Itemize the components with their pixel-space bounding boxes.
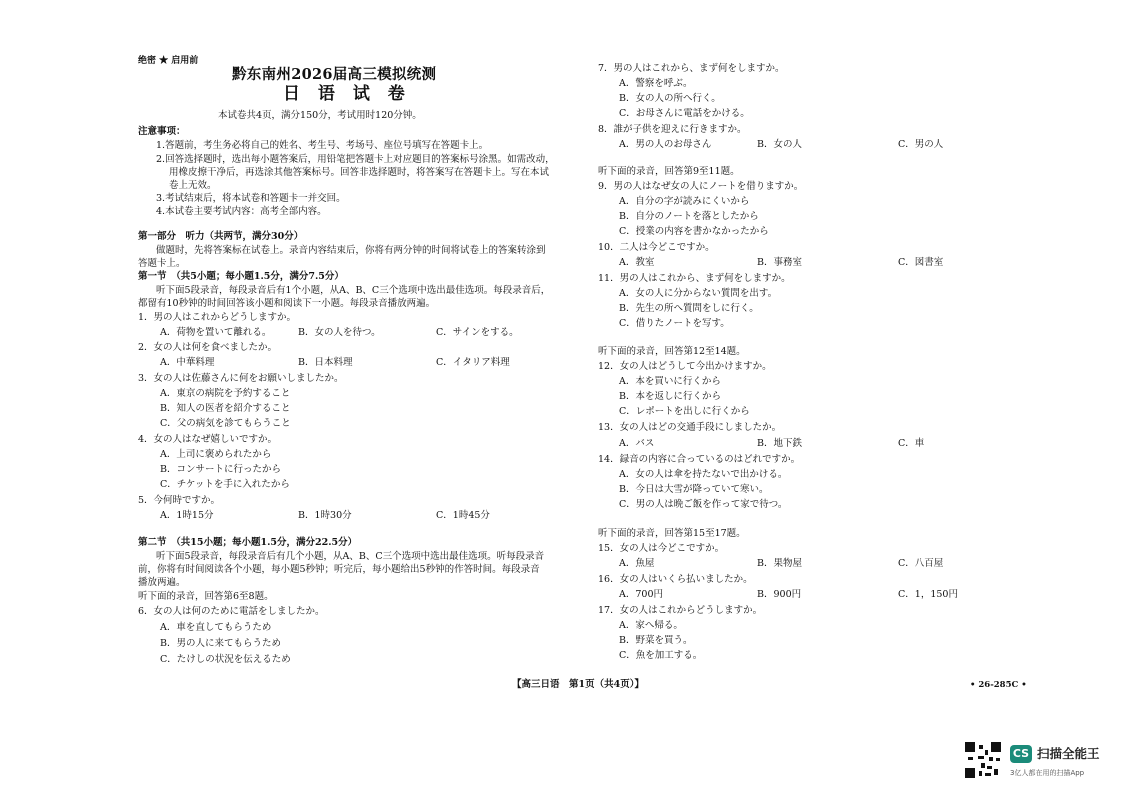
group-instruction: 听下面的录音，回答第6至8题。	[138, 591, 274, 602]
question-13: 13．女の人はどの交通手段にしましたか。	[598, 422, 782, 433]
section2-desc: 前，你将有时间阅读各个小题，每小题5秒钟；听完后，每小题给出5秒钟的作答时间。每段录音	[138, 564, 540, 575]
option-b: B．コンサートに行ったから	[160, 464, 281, 475]
option-a: A．車を直してもらうため	[160, 622, 272, 633]
question-3: 3．女の人は佐藤さんに何をお願いしましたか。	[138, 373, 344, 384]
option-b: B．日本料理	[298, 357, 353, 368]
option-c: C．チケットを手に入れたから	[160, 479, 290, 490]
option-b: B．果物屋	[757, 558, 802, 569]
option-a: A．荷物を置いて離れる。	[160, 327, 272, 338]
question-17: 17．女の人はこれからどうしますか。	[598, 605, 763, 616]
option-a: A．女の人は傘を持たないで出かける。	[619, 469, 788, 480]
option-a: A．中華料理	[160, 357, 215, 368]
option-a: A．家へ帰る。	[619, 620, 683, 631]
option-c: C．イタリア料理	[436, 357, 510, 368]
note-item: 4.本试卷主要考试内容：高考全部内容。	[156, 206, 327, 217]
scanner-app-name: 扫描全能王	[1037, 746, 1100, 761]
option-c: C．八百屋	[898, 558, 944, 569]
note-item: 卷上无效。	[169, 180, 217, 191]
option-c: C．車	[898, 438, 925, 449]
option-c: C．お母さんに電話をかける。	[619, 108, 750, 119]
option-b: B．女の人を待つ。	[298, 327, 381, 338]
option-a: A．男の人のお母さん	[619, 139, 712, 150]
section1-desc: 都留有10秒钟的时间回答该小题和阅读下一小题。每段录音播放两遍。	[138, 298, 436, 309]
question-4: 4．女の人はなぜ嬉しいですか。	[138, 434, 278, 445]
question-15: 15．女の人は今どこですか。	[598, 543, 725, 554]
option-c: C．男の人	[898, 139, 944, 150]
option-c: C．授業の内容を書かなかったから	[619, 226, 769, 237]
question-5: 5．今何時ですか。	[138, 495, 221, 506]
option-a: A．上司に褒められたから	[160, 449, 272, 460]
camscanner-logo-icon: CS	[1010, 745, 1032, 763]
option-a: A．警察を呼ぶ。	[619, 78, 693, 89]
option-b: B．事務室	[757, 257, 802, 268]
section2-desc: 听下面5段录音，每段录音后有几个小题，从A、B、C三个选项中选出最佳选项。听每段录音	[156, 551, 545, 562]
scanner-tagline: 3亿人都在用的扫描App	[1010, 769, 1085, 777]
option-c: C．サインをする。	[436, 327, 519, 338]
notes-heading: 注意事项：	[138, 126, 186, 137]
option-b: B．900円	[757, 589, 802, 600]
exam-title: 黔东南州2026届高三模拟统测	[232, 66, 437, 83]
group-instruction: 听下面的录音，回答第15至17题。	[598, 528, 746, 539]
section2-heading: 第二节 （共15小题；每小题1.5分，满分22.5分）	[138, 537, 358, 548]
option-b: B．女の人	[757, 139, 802, 150]
exam-info: 本试卷共4页，满分150分，考试用时120分钟。	[218, 110, 422, 121]
option-b: B．1時30分	[298, 510, 352, 521]
note-item: 3.考试结束后，将本试卷和答题卡一并交回。	[156, 193, 346, 204]
question-10: 10．二人は今どこですか。	[598, 242, 715, 253]
question-8: 8．誰が子供を迎えに行きますか。	[598, 124, 747, 135]
option-c: C．たけしの状況を伝えるため	[160, 654, 291, 665]
option-a: A．自分の字が読みにくいから	[619, 196, 750, 207]
note-item: 1.答题前，考生务必将自己的姓名、考生号、考场号、座位号填写在答题卡上。	[156, 140, 489, 151]
question-6: 6．女の人は何のために電話をしましたか。	[138, 606, 325, 617]
option-b: B．本を返しに行くから	[619, 391, 721, 402]
group-instruction: 听下面的录音，回答第12至14题。	[598, 346, 746, 357]
option-b: B．地下鉄	[757, 438, 802, 449]
note-item: 2.回答选择题时，选出每小题答案后，用铅笔把答题卡上对应题目的答案标号涂黑。如需改动，	[156, 154, 555, 165]
option-c: C．父の病気を診てもらうこと	[160, 418, 291, 429]
option-a: A．教室	[619, 257, 655, 268]
question-12: 12．女の人はどうして今出かけますか。	[598, 361, 772, 372]
qr-code-icon	[965, 742, 1001, 778]
option-c: C．借りたノートを写す。	[619, 318, 730, 329]
question-11: 11．男の人はこれから、まず何をしますか。	[598, 273, 791, 284]
option-a: A．女の人に分からない質問を出す。	[619, 288, 778, 299]
part1-desc: 做题时，先将答案标在试卷上。录音内容结束后，你将有两分钟的时间将试卷上的答案转涂到	[156, 245, 546, 256]
option-c: C．魚を加工する。	[619, 650, 703, 661]
option-c: C．男の人は晩ご飯を作って家で待つ。	[619, 499, 788, 510]
option-a: A．700円	[619, 589, 663, 600]
option-c: C．図書室	[898, 257, 944, 268]
question-14: 14．録音の内容に合っているのはどれですか。	[598, 454, 801, 465]
section1-heading: 第一节 （共5小题；每小题1.5分，满分7.5分）	[138, 271, 344, 282]
group-instruction: 听下面的录音，回答第9至11题。	[598, 166, 740, 177]
option-a: A．バス	[619, 438, 655, 449]
question-7: 7．男の人はこれから、まず何をしますか。	[598, 63, 785, 74]
option-a: A．1時15分	[160, 510, 214, 521]
option-a: A．魚屋	[619, 558, 655, 569]
option-b: B．知人の医者を紹介すること	[160, 403, 291, 414]
secret-label: 绝密 ★ 启用前	[138, 56, 199, 66]
section1-desc: 听下面5段录音，每段录音后有1个小题，从A、B、C三个选项中选出最佳选项。每段录音后，	[156, 285, 551, 296]
question-1: 1．男の人はこれからどうしますか。	[138, 312, 297, 323]
option-c: C．レポートを出しに行くから	[619, 406, 750, 417]
option-b: B．先生の所へ質問をしに行く。	[619, 303, 759, 314]
question-9: 9．男の人はなぜ女の人にノートを借りますか。	[598, 181, 804, 192]
part1-heading: 第一部分 听力（共两节，满分30分）	[138, 231, 304, 242]
note-item: 用橡皮擦干净后，再选涂其他答案标号。回答非选择题时，将答案写在答题卡上。写在本试	[169, 167, 550, 178]
option-b: B．男の人に来てもらうため	[160, 638, 281, 649]
section2-desc: 播放两遍。	[138, 577, 186, 588]
question-2: 2．女の人は何を食べましたか。	[138, 342, 278, 353]
question-16: 16．女の人はいくら払いましたか。	[598, 574, 753, 585]
option-b: B．女の人の所へ行く。	[619, 93, 721, 104]
part1-desc: 答题卡上。	[138, 258, 186, 269]
option-b: B．野菜を買う。	[619, 635, 693, 646]
option-c: C．1時45分	[436, 510, 490, 521]
option-a: A．東京の病院を予約すること	[160, 388, 291, 399]
subject-title: 日 语 试 卷	[283, 84, 411, 104]
exam-code: • 26-285C •	[970, 680, 1027, 690]
option-a: A．本を買いに行くから	[619, 376, 721, 387]
option-c: C．1，150円	[898, 589, 958, 600]
option-b: B．自分のノートを落としたから	[619, 211, 759, 222]
option-b: B．今日は大雪が降っていて寒い。	[619, 484, 769, 495]
page-number: 【高三日语 第1页（共4页）】	[512, 679, 644, 690]
